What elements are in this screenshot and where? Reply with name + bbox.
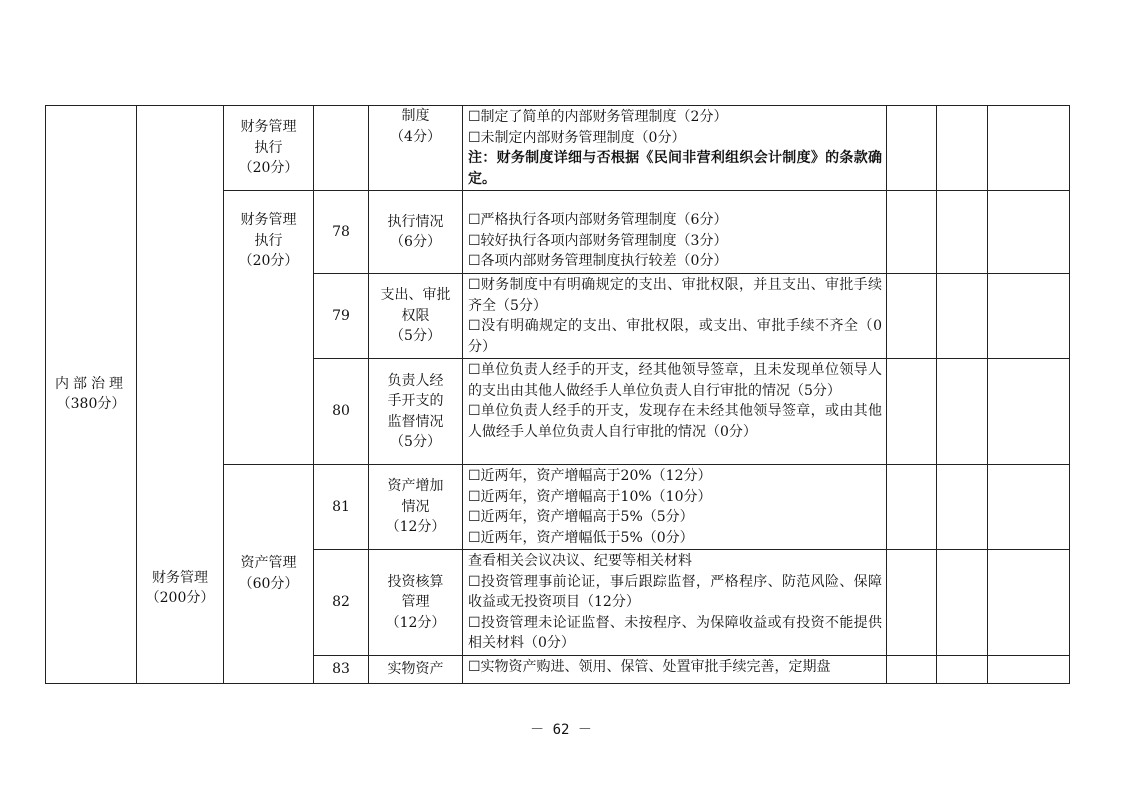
item-number: 79 (314, 274, 369, 359)
blank-cell (887, 191, 937, 274)
blank-cell (937, 359, 988, 465)
criteria-cell: ☐制定了简单的内部财务管理制度（2分） ☐未制定内部财务管理制度（0分） 注：财务制度详细与否根据《民间非营利组织会计制度》的条款确定。 (463, 106, 887, 191)
item-number: 82 (314, 550, 369, 656)
blank-cell (988, 359, 1070, 465)
blank-cell (887, 655, 937, 683)
subcategory-label: 财务管理 (152, 569, 208, 586)
criteria-note: 注：财务制度详细与否根据《民间非营利组织会计制度》的条款确定。 (468, 150, 882, 187)
blank-cell (937, 465, 988, 550)
blank-cell (937, 274, 988, 359)
criteria-cell: ☐财务制度中有明确规定的支出、审批权限，并且支出、审批手续齐全（5分） ☐没有明确规定的支出、审批权限，或支出、审批手续不齐全（0分） (463, 274, 887, 359)
item-name: 投资核算 管理 （12分） (369, 550, 463, 656)
blank-cell (937, 550, 988, 656)
category-cell (46, 106, 137, 684)
blank-cell (937, 655, 988, 683)
blank-cell (988, 191, 1070, 274)
item-name: 负责人经 手开支的 监督情况 （5分） (369, 359, 463, 465)
item-name: 资产增加 情况 （12分） (369, 465, 463, 550)
category-label: 内部治理 (55, 375, 127, 392)
item-name: 执行情况 （6分） (369, 191, 463, 274)
category-score: （380分） (56, 396, 126, 413)
criteria-cell: ☐近两年，资产增幅高于20%（12分） ☐近两年，资产增幅高于10%（10分） ☐近两年，资产增幅高于5%（5分） ☐近两年，资产增幅低于5%（0分） (463, 465, 887, 550)
section-cell: 财务管理执行 （20分） (224, 106, 314, 191)
blank-cell (887, 274, 937, 359)
item-name: 制度 （4分） (369, 106, 463, 191)
blank-cell (887, 465, 937, 550)
subcategory-cell (137, 106, 224, 684)
blank-cell (988, 274, 1070, 359)
blank-cell (937, 106, 988, 191)
blank-cell (887, 359, 937, 465)
blank-cell (988, 106, 1070, 191)
item-name: 实物资产 (369, 655, 463, 683)
criteria-cell: ☐实物资产购进、领用、保管、处置审批手续完善，定期盘 (463, 655, 887, 683)
section-cell: 资产管理 （60分） (224, 465, 314, 684)
blank-cell (887, 550, 937, 656)
page-number: － 62 － (530, 722, 592, 738)
section-cell: 财务管理执行 （20分） (224, 191, 314, 465)
blank-cell (988, 465, 1070, 550)
item-number: 81 (314, 465, 369, 550)
criteria-cell: 查看相关会议决议、纪要等相关材料 ☐投资管理事前论证，事后跟踪监督，严格程序、防范风险、保障收益或无投资项目（12分） ☐投资管理未论证监督、未按程序、为保障收益或有投资不能提供相关材料（0分） (463, 550, 887, 656)
blank-cell (988, 655, 1070, 683)
item-number: 83 (314, 655, 369, 683)
criteria-cell: ☐严格执行各项内部财务管理制度（6分） ☐较好执行各项内部财务管理制度（3分） ☐各项内部财务管理制度执行较差（0分） (463, 191, 887, 274)
blank-cell (988, 550, 1070, 656)
subcategory-score: （200分） (145, 590, 215, 606)
blank-cell (937, 191, 988, 274)
scoring-table (45, 105, 1070, 684)
item-number: 80 (314, 359, 369, 465)
blank-cell (887, 106, 937, 191)
item-number (314, 106, 369, 191)
item-name: 支出、审批 权限 （5分） (369, 274, 463, 359)
table-row (46, 106, 1070, 191)
criteria-cell: ☐单位负责人经手的开支，经其他领导签章，且未发现单位领导人的支出由其他人做经手人单位负责人自行审批的情况（5分） ☐单位负责人经手的开支，发现存在未经其他领导签章，或由其他人做经手人单位负责人自行审批的情况（0分） (463, 359, 887, 465)
item-number: 78 (314, 191, 369, 274)
